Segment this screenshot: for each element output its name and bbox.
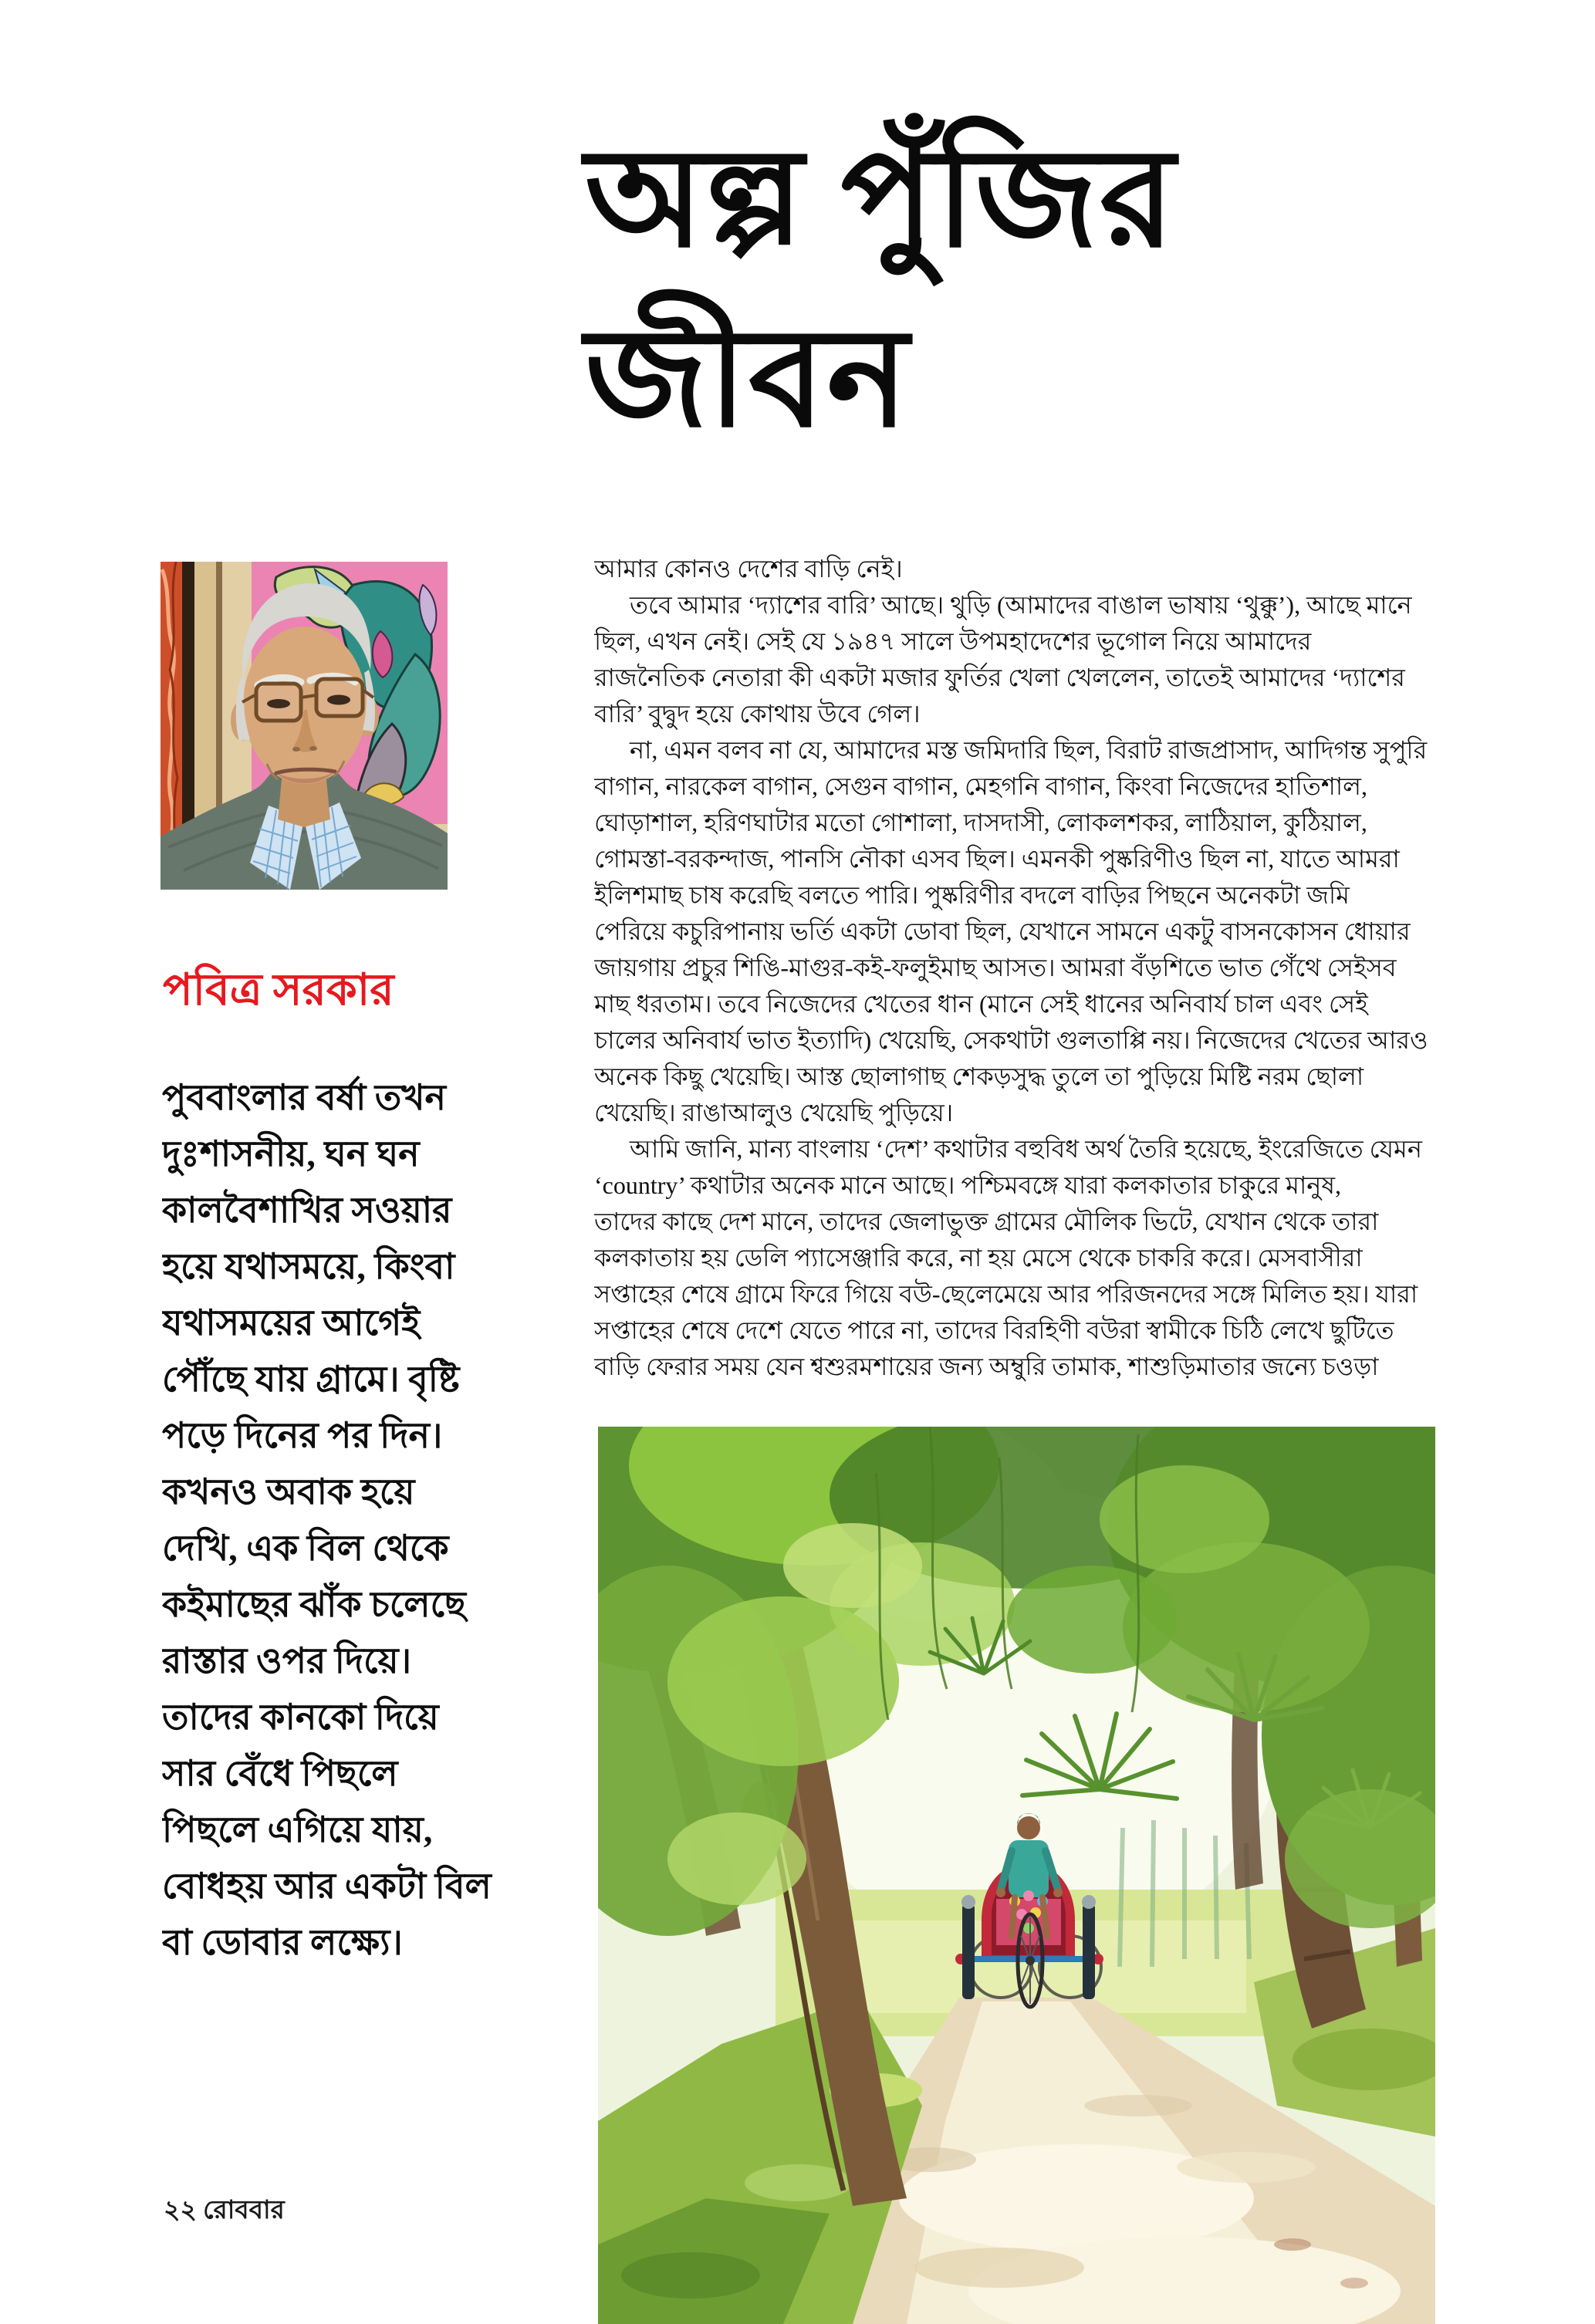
body-text-line: মাছ ধরতাম। তবে নিজেদের খেতের ধান (মানে সেই ধানের অনিবার্য চাল এবং সেই bbox=[594, 990, 1368, 1018]
intro-text-line: কালবৈশাখির সওয়ার bbox=[162, 1191, 452, 1230]
body-text-line: পেরিয়ে কচুরিপানায় ভর্তি একটা ডোবা ছিল, যেখানে সামনে একটু বাসনকোসন ধোয়ার bbox=[594, 917, 1411, 945]
body-column bbox=[594, 551, 1457, 1385]
body-text-line: সপ্তাহের শেষে গ্রামে ফিরে গিয়ে বউ-ছেলেমেয়ে আর পরিজনদের সঙ্গে মিলিত হয়। যারা bbox=[594, 1280, 1418, 1308]
article-title-line2: জীবন bbox=[585, 302, 911, 455]
article-title-line1: অল্প পুঁজির bbox=[585, 123, 1177, 275]
author-name: পবিত্র সরকার bbox=[163, 966, 394, 1015]
body-text-line: বাড়ি ফেরার সময় যেন শ্বশুরমশায়ের জন্য অম্বুরি তামাক, শাশুড়িমাতার জন্যে চওড়া bbox=[594, 1353, 1379, 1380]
left-eye bbox=[267, 699, 290, 708]
author-portrait-photo bbox=[161, 562, 448, 890]
intro-text-line: কইমাছের ঝাঁক চলেছে bbox=[162, 1585, 466, 1624]
body-text-line: রাজনৈতিক নেতারা কী একটা মজার ফুর্তির খেলা খেললেন, তাতেই আমাদের ‘দ্যাশের bbox=[594, 664, 1405, 691]
rickshaw-panel bbox=[996, 1899, 1061, 1945]
article-title bbox=[585, 110, 1177, 469]
intro-text-line: পড়ে দিনের পর দিন। bbox=[162, 1416, 443, 1455]
right-eye bbox=[327, 695, 350, 705]
body-text-line: চালের অনিবার্য ভাত ইত্যাদি) খেয়েছি, সেকথাটা গুলতাপ্পি নয়। নিজেদের খেতের আরও bbox=[594, 1026, 1428, 1054]
body-text-line: ছিল, এখন নেই। সেই যে ১৯৪৭ সালে উপমহাদেশের ভূগোল নিয়ে আমাদের bbox=[594, 627, 1312, 655]
rickshaw-right-post bbox=[1083, 1903, 1095, 1999]
rickshaw-photo bbox=[598, 1427, 1435, 2324]
intro-text-line: বোধহয় আর একটা বিল bbox=[162, 1866, 492, 1906]
body-text-line: না, এমন বলব না যে, আমাদের মস্ত জমিদারি ছিল, বিরাট রাজপ্রাসাদ, আদিগন্ত সুপুরি bbox=[630, 736, 1428, 764]
body-text-line: বাগান, নারকেল বাগান, সেগুন বাগান, মেহগনি বাগান, কিংবা নিজেদের হাতিশাল, bbox=[594, 772, 1367, 800]
intro-text-line: পৌঁছে যায় গ্রামে। বৃষ্টি bbox=[162, 1360, 460, 1399]
body-text-line: তাদের কাছে দেশ মানে, তাদের জেলাভুক্ত গ্রামের মৌলিক ভিটে, যেখান থেকে তারা bbox=[594, 1208, 1379, 1235]
body-text-line: ঘোড়াশাল, হরিণঘাটার মতো গোশালা, দাসদাসী, লোকলশকর, লাঠিয়াল, কুঠিয়াল, bbox=[594, 809, 1367, 836]
intro-column bbox=[162, 1069, 594, 1971]
intro-text-line: যথাসময়ের আগেই bbox=[162, 1303, 421, 1343]
body-text-line: ইলিশমাছ চাষ করেছি বলতে পারি। পুষ্করিণীর বদলে বাড়ির পিছনে অনেকটা জমি bbox=[594, 881, 1350, 909]
intro-text-line: কখনও অবাক হয়ে bbox=[162, 1472, 415, 1512]
intro-text-line: পিছলে এগিয়ে যায়, bbox=[162, 1810, 433, 1849]
page-footer: ২২ রোববার bbox=[164, 2197, 285, 2224]
intro-text-line: তাদের কানকো দিয়ে bbox=[162, 1697, 439, 1737]
body-text-line: আমার কোনও দেশের বাড়ি নেই। bbox=[594, 555, 903, 583]
body-text-line: খেয়েছি। রাঙাআলুও খেয়েছি পুড়িয়ে। bbox=[594, 1099, 954, 1127]
body-text-line: কলকাতায় হয় ডেলি প্যাসেঞ্জারি করে, না হয় মেসে থেকে চাকরি করে। মেসবাসীরা bbox=[594, 1244, 1363, 1272]
driver-head bbox=[1017, 1816, 1040, 1839]
body-text-line: আমি জানি, মান্য বাংলায় ‘দেশ’ কথাটার বহুবিধ অর্থ তৈরি হয়েছে, ইংরেজিতে যেমন bbox=[630, 1135, 1422, 1163]
intro-text-line: পুববাংলার বর্ষা তখন bbox=[162, 1078, 446, 1117]
intro-text-line: দেখি, এক বিল থেকে bbox=[162, 1529, 449, 1568]
intro-text-line: দুঃশাসনীয়, ঘন ঘন bbox=[162, 1134, 420, 1174]
body-text-line: ‘country’ কথাটার অনেক মানে আছে। পশ্চিমবঙ্গে যারা কলকাতার চাকুরে মানুষ, bbox=[594, 1171, 1341, 1199]
body-text-line: বারি’ বুদ্বুদ হয়ে কোথায় উবে গেল। bbox=[594, 700, 921, 728]
intro-text-line: সার বেঁধে পিছলে bbox=[162, 1754, 398, 1793]
body-text-line: অনেক কিছু খেয়েছি। আস্ত ছোলাগাছ শেকড়সুদ্ধ তুলে তা পুড়িয়ে মিষ্টি নরম ছোলা bbox=[594, 1062, 1364, 1090]
intro-text-line: বা ডোবার লক্ষ্যে। bbox=[162, 1923, 403, 1962]
intro-text-line: রাস্তার ওপর দিয়ে। bbox=[162, 1641, 412, 1681]
rickshaw-scene-illustration bbox=[598, 1427, 1435, 2324]
rickshaw-left-post bbox=[962, 1903, 975, 1999]
author-portrait-illustration bbox=[161, 562, 448, 890]
body-text-line: সপ্তাহের শেষে দেশে যেতে পারে না, তাদের বিরহিণী বউরা স্বামীকে চিঠি লেখে ছুটিতে bbox=[594, 1316, 1394, 1344]
intro-text-line: হয়ে যথাসময়ে, কিংবা bbox=[162, 1247, 455, 1286]
body-text-line: গোমস্তা-বরকন্দাজ, পানসি নৌকা এসব ছিল। এমনকী পুষ্করিণীও ছিল না, যাতে আমরা bbox=[594, 845, 1400, 873]
body-text-line: জায়গায় প্রচুর শিঙি-মাগুর-কই-ফলুইমাছ আসত। আমরা বঁড়শিতে ভাত গেঁথে সেইসব bbox=[594, 954, 1397, 981]
body-text-line: তবে আমার ‘দ্যাশের বারি’ আছে। থুড়ি (আমাদের বাঙাল ভাষায় ‘থুক্কু’), আছে মানে bbox=[630, 591, 1412, 619]
